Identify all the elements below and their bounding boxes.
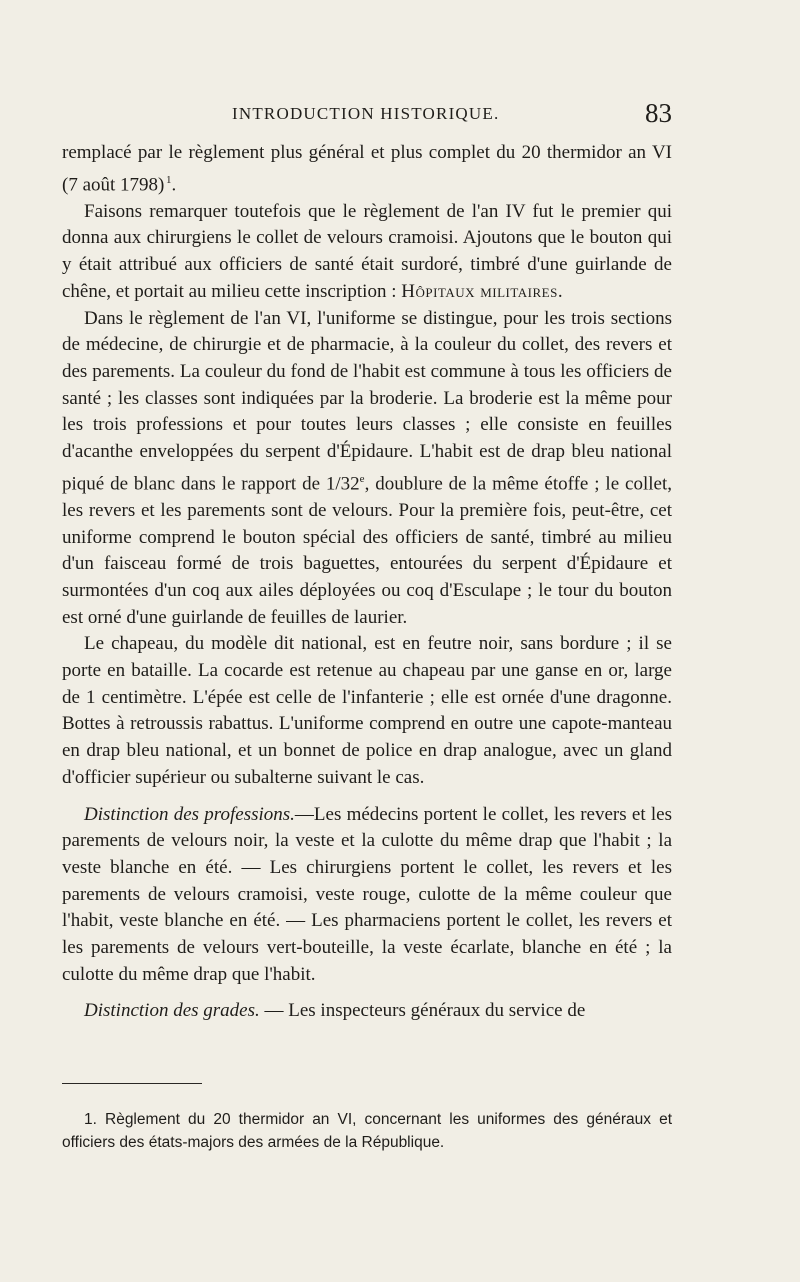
paragraph-3: Dans le règlement de l'an VI, l'uniforme se distingue, pour les trois sections de médecine, de chirurgie et de pharmacie, à la couleur du collet, des revers et des parements. La couleur du fond de l'habit est commune à tous les officiers de santé ; les classes sont indiquées par la broderie. La broderie est la même pour les trois professions et pour toutes leurs classes ; elle consiste en feuilles d'acanthe enveloppées du serpent d'Épidaure. L'habit est de drap bleu national piqué de blanc dans le rapport de 1/32e, doublure de la même étoffe ; le collet, les revers et les parements sont de velours. Pour la première fois, peut-être, cet uniforme comprend le bouton spécial des officiers de santé, timbré au milieu d'un faisceau formé de trois baguettes, entourées du serpent d'Épidaure et surmontées d'un coq aux ailes déployées ou coq d'Esculape ; le tour du bouton est orné d'une guirlande de feuilles de laurier. bbox=[62, 307, 672, 628]
body-text bbox=[62, 140, 672, 1025]
footnote-divider bbox=[62, 1083, 202, 1084]
paragraph-1: remplacé par le règlement plus général et plus complet du 20 thermidor an VI (7 août 1798) $^1$. bbox=[62, 142, 672, 196]
paragraph-4: Le chapeau, du modèle dit national, est en feutre noir, sans bordure ; il se porte en bataille. La cocarde est retenue au chapeau par une ganse en or, large de 1 centimètre. L'épée est celle de l'infanterie ; elle est ornée d'une dragonne. Bottes à retroussis rabattus. L'uniforme comprend en outre une capote-manteau en drap bleu national, et un bonnet de police en drap analogue, avec un gland d'officier supérieur ou subalterne suivant le cas. bbox=[62, 633, 672, 788]
section-heading-professions: Distinction des professions. bbox=[84, 803, 295, 825]
footnote-ref: 1 bbox=[165, 173, 172, 186]
footnote: 1. Règlement du 20 thermidor an VI, concernant les uniformes des généraux et officiers des états-majors des armées de la République. bbox=[62, 1111, 672, 1151]
paragraph-6: Distinction des grades. — Les inspecteurs généraux du service de bbox=[84, 1000, 586, 1022]
paragraph-2: Faisons remarquer toutefois que le règlement de l'an IV fut le premier qui donna aux chirurgiens le collet de velours cramoisi. Ajoutons que le bouton qui y était attribué aux officiers de santé était surdoré, timbré d'une guirlande de chêne, et portait au milieu cette inscription : Hôpitaux militaires. bbox=[62, 200, 672, 302]
page-number: 83 bbox=[645, 98, 672, 128]
section-heading-grades: Distinction des grades. bbox=[84, 1000, 260, 1022]
running-title: INTRODUCTION HISTORIQUE. bbox=[232, 104, 500, 123]
inscription-small-caps: Hôpitaux militaires. bbox=[401, 280, 564, 302]
running-header bbox=[62, 98, 672, 132]
paragraph-5: Distinction des professions.—Les médecins portent le collet, les revers et les parements de velours noir, la veste et la culotte du même drap que l'habit ; la veste blanche en été. — Les chirurgiens portent le collet, les revers et les parements de velours cramoisi, veste rouge, culotte de la même couleur que l'habit, veste blanche en été. — Les pharmaciens portent le collet, les revers et les parements de velours vert-bouteille, la veste écarlate, blanche en été ; la culotte du même drap que l'habit. bbox=[62, 803, 672, 985]
